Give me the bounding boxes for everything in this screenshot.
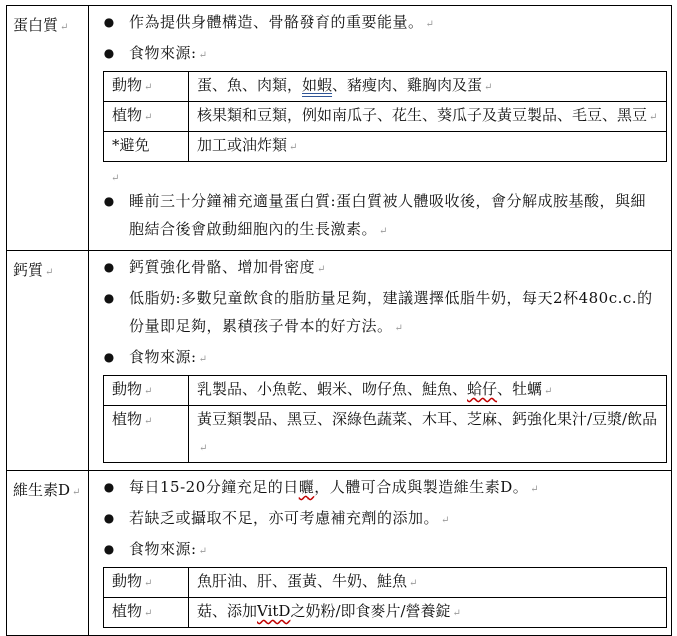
bullet-text: 作為提供身體構造、骨骼發育的重要能量。 [129,13,424,31]
bullet-icon: ● [103,15,115,29]
table-row: *避免 加工或油炸類 ↵ [104,132,667,162]
table-row: 動物 ↵ 蛋、魚、肉類，如蝦、豬瘦肉、雞胸肉及蛋 ↵ [104,72,667,102]
source-value: 魚肝油、肝、蛋黃、牛奶、鮭魚 [197,572,408,590]
source-key: 動物 [112,572,143,590]
bullet-icon: ● [103,194,115,208]
bullet-text: 若缺乏或攝取不足，亦可考慮補充劑的添加。 [129,509,440,527]
content-cell [89,6,671,250]
paragraph-mark: ↵ [60,22,69,33]
underlined-term: 蛤仔 [467,380,498,398]
source-key: 植物 [112,106,143,124]
table-row: 植物 ↵ 黃豆類製品、黑豆、深綠色蔬菜、木耳、芝麻、鈣強化果汁/豆漿/飲品↵ [104,406,667,463]
bullet-text: 食物來源: [129,44,197,62]
source-key: 動物 [112,76,143,94]
row-calcium [7,251,671,471]
bullet-item: ● 食物來源: ↵ [89,535,671,566]
category-label: 蛋白質 [13,16,59,34]
bullet-item: ● 每日15-20分鐘充足的日曬，人體可合成與製造維生素D。 ↵ [89,473,671,504]
bullet-icon: ● [103,260,115,274]
table-row: 動物 ↵ 魚肝油、肝、蛋黃、牛奶、鮭魚 ↵ [104,568,667,598]
source-value: 加工或油炸類 [197,136,288,154]
nutrition-table [6,5,672,636]
underlined-term: 如蝦 [302,76,333,94]
bullet-text: 食物來源: [129,540,197,558]
bullet-text: 睡前三十分鐘補充適量蛋白質:蛋白質被人體吸收後，會分解成胺基酸，與細胞結合後會啟動細胞內的生長激素。 [129,192,647,238]
bullet-item: ● 睡前三十分鐘補充適量蛋白質:蛋白質被人體吸收後，會分解成胺基酸，與細胞結合後會啟動細胞內的生長激素。 ↵ [89,187,671,246]
food-source-table [103,71,667,162]
category-label: 維生素D [13,481,71,499]
food-source-table [103,567,667,628]
table-row: 動物 ↵ 乳製品、小魚乾、蝦米、吻仔魚、鮭魚、蛤仔、牡蠣 ↵ [104,376,667,406]
table-row: 植物 ↵ 核果類和豆類，例如南瓜子、花生、葵瓜子及黃豆製品、毛豆、黑豆 ↵ [104,102,667,132]
bullet-item: ● 食物來源: ↵ [89,39,671,70]
source-value: 黃豆類製品、黑豆、深綠色蔬菜、木耳、芝麻、鈣強化果汁/豆漿/飲品 [197,410,658,428]
bullet-icon: ● [103,291,115,305]
underlined-term: 曬 [298,478,315,496]
category-cell: 維生素D ↵ [7,471,89,635]
bullet-icon: ● [103,511,115,525]
bullet-text: 食物來源: [129,348,197,366]
content-cell [89,251,671,470]
category-cell [7,6,89,250]
source-key: 動物 [112,380,143,398]
empty-paragraph: ↵ [111,173,120,184]
source-key: 植物 [112,602,143,620]
bullet-icon: ● [103,542,115,556]
content-cell [89,471,671,635]
bullet-item: ● 作為提供身體構造、骨骼發育的重要能量。 ↵ [89,8,671,39]
source-value: 核果類和豆類，例如南瓜子、花生、葵瓜子及黃豆製品、毛豆、黑豆 [197,106,648,124]
bullet-text: 鈣質強化骨骼、增加骨密度 [129,258,316,276]
bullet-icon: ● [103,46,115,60]
bullet-text: 低脂奶:多數兒童飲食的脂肪量足夠，建議選擇低脂牛奶，每天2杯480c.c.的份量即足夠，累積孩子骨本的好方法。 [129,289,653,335]
table-row: 植物 ↵ 菇、添加VitD之奶粉/即食麥片/營養錠 ↵ [104,598,667,628]
bullet-icon: ● [103,480,115,494]
source-key: *避免 [112,136,150,154]
food-source-table [103,375,667,463]
source-key: 植物 [112,410,143,428]
bullet-item: ● 食物來源: ↵ [89,343,671,374]
row-vitamin-d [7,471,671,635]
bullet-item: ● 若缺乏或攝取不足，亦可考慮補充劑的添加。 ↵ [89,504,671,535]
bullet-item: ● 鈣質強化骨骼、增加骨密度 ↵ [89,253,671,284]
row-protein [7,6,671,251]
underlined-term: VitD [257,602,291,620]
category-label: 鈣質 [13,261,44,279]
bullet-item: ● 低脂奶:多數兒童飲食的脂肪量足夠，建議選擇低脂牛奶，每天2杯480c.c.的份量即足夠，累積孩子骨本的好方法。 ↵ [89,284,671,343]
category-cell: 鈣質 ↵ [7,251,89,470]
bullet-icon: ● [103,350,115,364]
